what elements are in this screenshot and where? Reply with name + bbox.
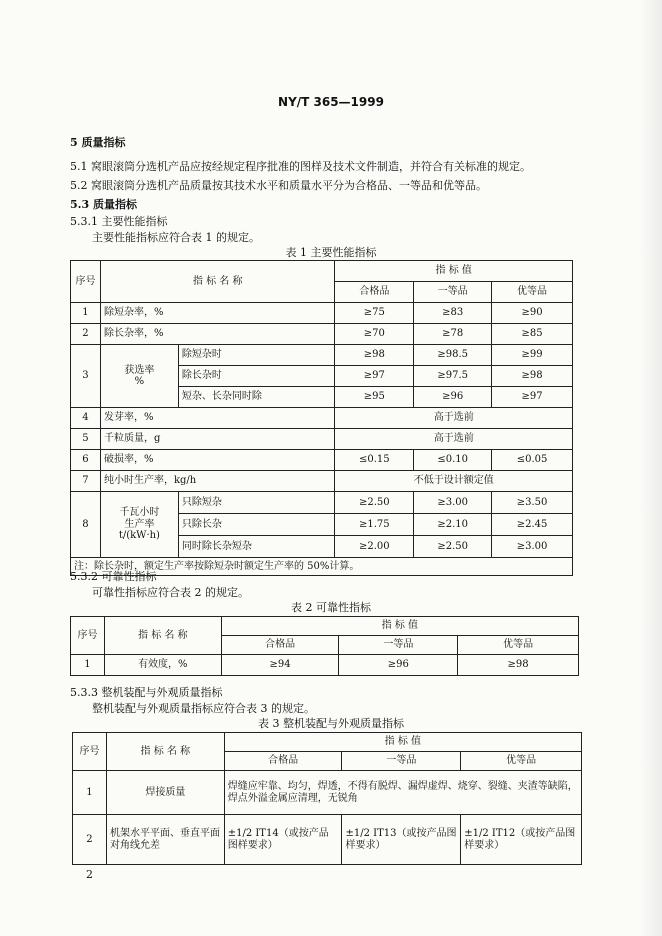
- table1-title: 表 1 主要性能指标: [285, 246, 377, 259]
- table-row: 3 获选率 % 除短杂时 ≥98 ≥98.5 ≥99: [71, 345, 573, 366]
- clause-5-2: 5.2 窝眼滚筒分选机产品质量按其技术水平和质量水平分为合格品、一等品和优等品。: [70, 179, 487, 192]
- scan-edge-shadow: [640, 0, 662, 936]
- t3-header-seq: 序号: [73, 733, 107, 771]
- t3-header-grade3: 优等品: [461, 752, 582, 771]
- t2-header-grade2: 一等品: [339, 636, 458, 655]
- t2-header-name: 指 标 名 称: [104, 617, 221, 655]
- table2-title: 表 2 可靠性指标: [291, 601, 371, 614]
- table-row: 同时除长杂短杂 ≥2.00 ≥2.50 ≥3.00: [71, 536, 573, 558]
- table-row: 2 机架水平平面、垂直平面对角线允差 ±1/2 IT14（或按产品图样要求） ±1/2 IT13（或按产品图样要求） ±1/2 IT12（或按产品图样要求）: [73, 815, 582, 865]
- section-5-heading: 5 质量指标: [70, 136, 126, 149]
- t2-header-grade1: 合格品: [221, 636, 339, 655]
- clause-5-3-3: 5.3.3 整机装配与外观质量指标: [70, 686, 223, 699]
- table-row: 5 千粒质量，g 高于选前: [71, 429, 573, 450]
- clause-5-3-2-body: 可靠性指标应符合表 2 的规定。: [92, 586, 249, 599]
- table-row: 6 破损率，% ≤0.15 ≤0.10 ≤0.05: [71, 450, 573, 471]
- clause-5-3-1-body: 主要性能指标应符合表 1 的规定。: [92, 231, 260, 244]
- table-row: 1 除短杂率，% ≥75 ≥83 ≥90: [71, 303, 573, 324]
- table-row: 短杂、长杂同时除 ≥95 ≥96 ≥97: [71, 387, 573, 408]
- table1-main-performance: [70, 260, 573, 576]
- table-row: 7 纯小时生产率，kg/h 不低于设计额定值: [71, 471, 573, 492]
- table3-assembly-appearance: [72, 732, 582, 865]
- table2-reliability: [70, 616, 579, 676]
- table-row: 除长杂时 ≥97 ≥97.5 ≥98: [71, 366, 573, 387]
- standard-header: NY/T 365—1999: [278, 95, 384, 109]
- table-row: 8 千瓦小时 生产率 t/(kW·h) 只除短杂 ≥2.50 ≥3.00 ≥3.50: [71, 492, 573, 514]
- clause-5-3: 5.3 质量指标: [70, 198, 137, 211]
- clause-5-3-3-body: 整机装配与外观质量指标应符合表 3 的规定。: [92, 702, 315, 715]
- page-number: 2: [86, 868, 93, 881]
- clause-5-1: 5.1 窝眼滚筒分选机产品应按经规定程序批准的图样及技术文件制造，并符合有关标准的规定。: [70, 160, 531, 173]
- t1-header-grade3: 优等品: [492, 282, 573, 303]
- table1-note: 注：除长杂时，额定生产率按除短杂时额定生产率的 50%计算。: [71, 558, 573, 576]
- table-row: 1 有效度，% ≥94 ≥96 ≥98: [71, 655, 579, 676]
- clause-5-3-1: 5.3.1 主要性能指标: [70, 215, 168, 228]
- t2-header-value: 指 标 值: [221, 617, 578, 636]
- t3-header-grade1: 合格品: [224, 752, 342, 771]
- t1-r8-group-cell: 千瓦小时 生产率 t/(kW·h): [100, 492, 178, 558]
- t2-header-grade3: 优等品: [458, 636, 579, 655]
- t1-header-value: 指 标 值: [335, 261, 573, 282]
- table-row: 2 除长杂率，% ≥70 ≥78 ≥85: [71, 324, 573, 345]
- t3-header-name: 指 标 名 称: [106, 733, 224, 771]
- clause-5-3-2: 5.3.2 可靠性指标: [70, 570, 157, 583]
- table-row: 只除长杂 ≥1.75 ≥2.10 ≥2.45: [71, 514, 573, 536]
- t1-header-grade1: 合格品: [335, 282, 414, 303]
- table3-title: 表 3 整机装配与外观质量指标: [258, 717, 404, 730]
- t3-header-value: 指 标 值: [224, 733, 581, 752]
- t2-header-seq: 序号: [71, 617, 105, 655]
- t3-header-grade2: 一等品: [342, 752, 461, 771]
- t1-header-grade2: 一等品: [414, 282, 492, 303]
- table-row: 1 焊接质量 焊缝应牢靠、均匀，焊透，不得有脱焊、漏焊虚焊、烧穿、裂缝、夹渣等缺陷，焊点外溢金属应清理，无锐角: [73, 771, 582, 815]
- table-row: 4 发芽率，% 高于选前: [71, 408, 573, 429]
- t1-header-name: 指 标 名 称: [100, 261, 334, 303]
- t1-header-seq: 序号: [71, 261, 101, 303]
- t1-r3-group-cell: 获选率 %: [100, 345, 178, 408]
